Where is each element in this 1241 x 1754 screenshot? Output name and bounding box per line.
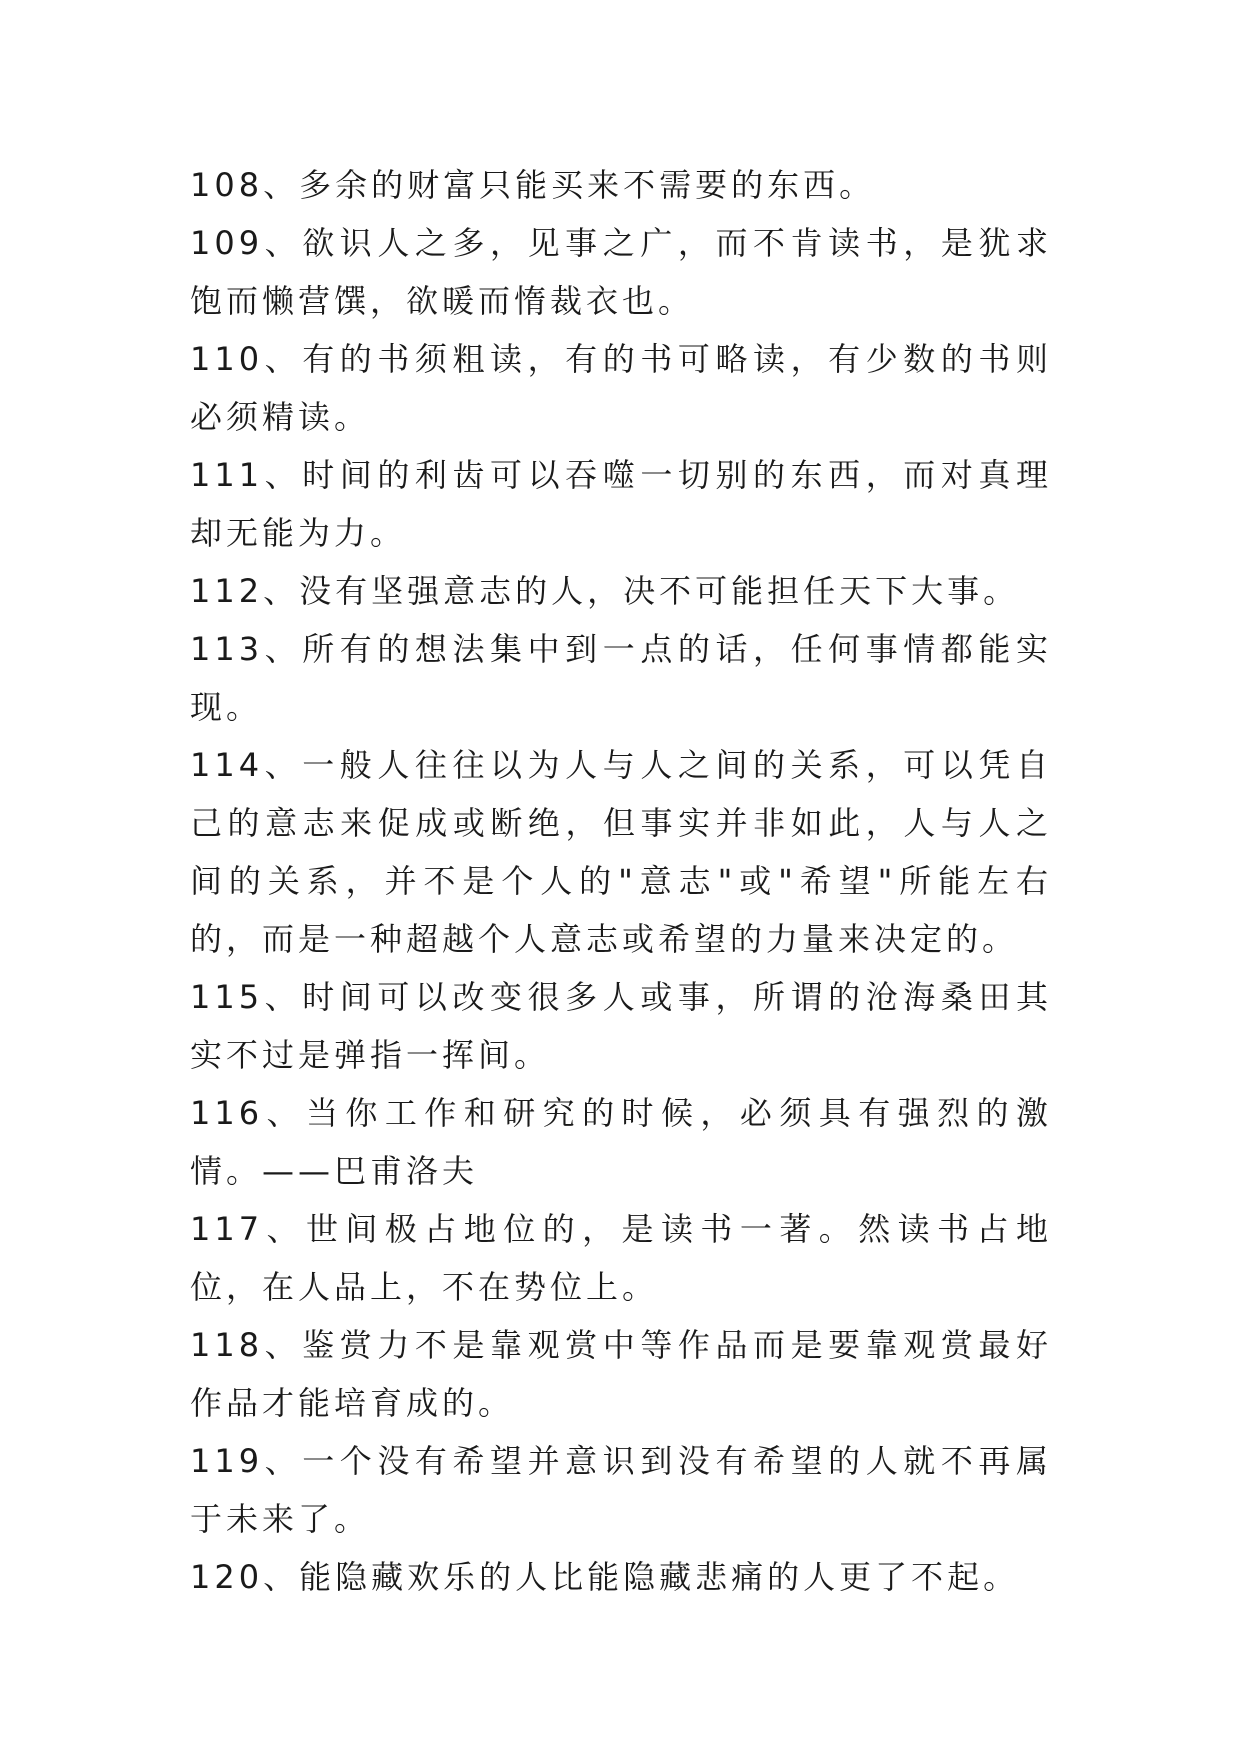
quote-item: 110、有的书须粗读，有的书可略读，有少数的书则必须精读。 — [190, 340, 1052, 436]
quote-item: 114、一般人往往以为人与人之间的关系，可以凭自己的意志来促成或断绝，但事实并非如此，人与人之间的关系，并不是个人的"意志"或"希望"所能左右的，而是一种超越个人意志或希望的力量来决定的。 — [190, 746, 1052, 958]
quote-item: 115、时间可以改变很多人或事，所谓的沧海桑田其实不过是弹指一挥间。 — [190, 978, 1052, 1074]
quote-item: 108、多余的财富只能买来不需要的东西。 — [190, 166, 876, 204]
quote-item: 109、欲识人之多，见事之广，而不肯读书，是犹求饱而懒营馔，欲暖而惰裁衣也。 — [190, 224, 1052, 320]
quote-item: 111、时间的利齿可以吞噬一切别的东西，而对真理却无能为力。 — [190, 456, 1052, 552]
quote-list — [190, 156, 1052, 1606]
quote-item: 118、鉴赏力不是靠观赏中等作品而是要靠观赏最好作品才能培育成的。 — [190, 1326, 1052, 1422]
quote-item: 116、当你工作和研究的时候，必须具有强烈的激情。——巴甫洛夫 — [190, 1094, 1052, 1190]
quote-item: 113、所有的想法集中到一点的话，任何事情都能实现。 — [190, 630, 1052, 726]
quote-item: 112、没有坚强意志的人，决不可能担任天下大事。 — [190, 572, 1020, 610]
quote-item: 117、世间极占地位的，是读书一著。然读书占地位，在人品上，不在势位上。 — [190, 1210, 1052, 1306]
quote-item: 119、一个没有希望并意识到没有希望的人就不再属于未来了。 — [190, 1442, 1052, 1538]
quote-item: 120、能隐藏欢乐的人比能隐藏悲痛的人更了不起。 — [190, 1558, 1020, 1596]
